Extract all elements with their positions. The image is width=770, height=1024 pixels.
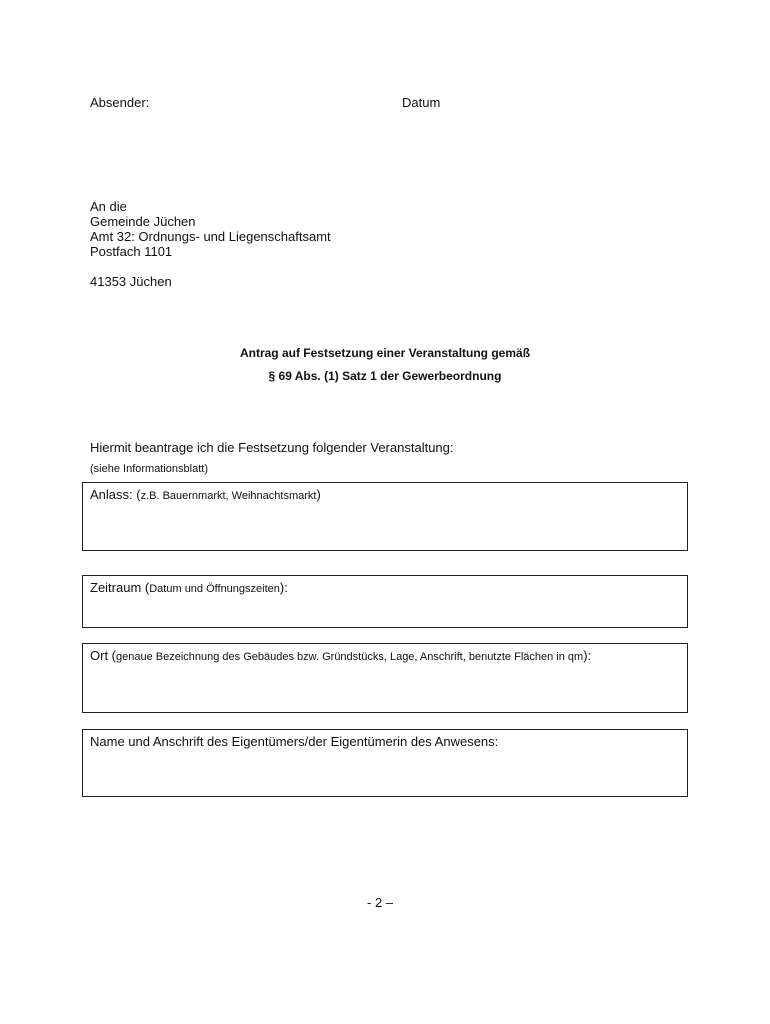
recipient-line-2: Gemeinde Jüchen — [90, 214, 196, 229]
intro-note: (siehe Informationsblatt) — [90, 463, 208, 475]
document-title-line-1: Antrag auf Festsetzung einer Veranstaltung gemäß — [239, 346, 531, 360]
recipient-line-1: An die — [90, 199, 127, 214]
eigentuemer-field[interactable] — [82, 729, 688, 797]
sender-label: Absender: — [90, 95, 150, 110]
anlass-close: ) — [316, 487, 321, 502]
recipient-line-4: Postfach 1101 — [90, 244, 173, 259]
recipient-line-3: Amt 32: Ordnungs- und Liegenschaftsamt — [90, 229, 331, 244]
recipient-city: 41353 Jüchen — [90, 274, 172, 289]
zeitraum-close: ): — [279, 580, 288, 595]
intro-text: Hiermit beantrage ich die Festsetzung folgender Veranstaltung: — [90, 440, 454, 455]
date-label: Datum — [402, 95, 441, 110]
anlass-hint: z.B. Bauernmarkt, Weihnachtsmarkt — [140, 490, 317, 502]
ort-hint: genaue Bezeichnung des Gebäudes bzw. Gründstücks, Lage, Anschrift, benutzte Flächen in qm — [116, 651, 584, 663]
zeitraum-label: Zeitraum ( — [90, 580, 150, 595]
ort-close: ): — [583, 648, 592, 663]
zeitraum-hint: Datum und Öffnungszeiten — [149, 583, 280, 595]
recipient-address — [90, 199, 331, 259]
anlass-field[interactable] — [82, 482, 688, 551]
ort-field[interactable] — [82, 643, 688, 713]
zeitraum-field[interactable] — [82, 575, 688, 628]
ort-label: Ort ( — [90, 648, 116, 663]
eigentuemer-label: Name und Anschrift des Eigentümers/der Eigentümerin des Anwesens: — [90, 734, 499, 749]
document-title-line-2: § 69 Abs. (1) Satz 1 der Gewerbeordnung — [268, 369, 502, 383]
anlass-label: Anlass: ( — [90, 487, 141, 502]
page-number: - 2 – — [367, 895, 394, 910]
